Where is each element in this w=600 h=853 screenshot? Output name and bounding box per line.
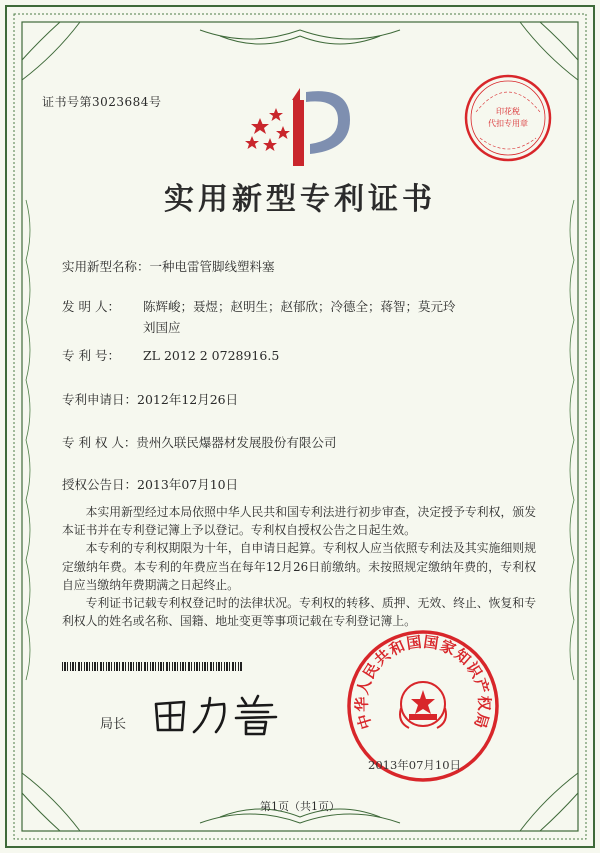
director-signature: [150, 690, 290, 738]
certificate-body: [62, 503, 536, 630]
issue-date: 2013年07月10日: [368, 758, 462, 772]
page-number: 第1页（共1页）: [260, 800, 340, 813]
patent-number-value: ZL 2012 2 0728916.5: [143, 348, 280, 363]
inventor-row: [62, 297, 456, 315]
barcode: [62, 662, 242, 671]
patent-number-label: 专 利 号：: [62, 348, 120, 363]
patent-number-row: [62, 346, 279, 364]
announcement-date-label: 授权公告日：: [62, 477, 138, 492]
announcement-date-value: 2013年07月10日: [137, 477, 239, 492]
svg-text:中华人民共和国国家知识产权局: 中华人民共和国国家知识产权局: [352, 632, 494, 732]
patentee-value: 贵州久联民爆器材发展股份有限公司: [136, 435, 337, 450]
body-paragraph-2: 本专利的专利权期限为十年，自申请日起算。专利权人应当依照专利法及其实施细则规定缴纳年费。本专利的年费应当在每年12月26日前缴纳。未按照规定缴纳年费的，专利权自应当缴纳年费期满之日起终止。: [62, 541, 536, 592]
certificate-number: 证书号第3023684号: [42, 95, 162, 109]
filing-date-row: [62, 390, 238, 408]
certificate-title: 实用新型专利证书: [164, 182, 436, 217]
inventor-value-line2: 刘国应: [143, 320, 181, 335]
patentee-label: 专 利 权 人：: [62, 435, 137, 450]
sipo-emblem-logo: [238, 78, 363, 168]
body-paragraph-1: 本实用新型经过本局依照中华人民共和国专利法进行初步审查，决定授予专利权，颁发本证书并在专利登记簿上予以登记。专利权自授权公告之日起生效。: [62, 505, 536, 538]
body-paragraph-3: 专利证书记载专利权登记时的法律状况。专利权的转移、质押、无效、终止、恢复和专利权人的姓名或名称、国籍、地址变更等事项记载在专利登记簿上。: [62, 596, 536, 629]
announcement-date-row: [62, 475, 238, 493]
director-label: 局长: [100, 717, 127, 732]
inventor-value: 陈辉峻；聂煜；赵明生；赵郁欣；冷德全；蒋智；莫元玲: [143, 299, 456, 314]
utility-model-name-row: [62, 257, 275, 275]
filing-date-value: 2012年12月26日: [137, 392, 239, 407]
svg-text:印花税: 印花税: [496, 107, 520, 116]
filing-date-label: 专利申请日：: [62, 392, 138, 407]
tax-seal-stamp: [462, 72, 554, 164]
name-value: 一种电雷管脚线塑料塞: [149, 259, 275, 274]
patentee-row: [62, 433, 336, 451]
inventor-label: 发 明 人：: [62, 299, 120, 314]
name-label: 实用新型名称：: [62, 259, 150, 274]
svg-text:代扣专用章: 代扣专用章: [488, 119, 528, 128]
